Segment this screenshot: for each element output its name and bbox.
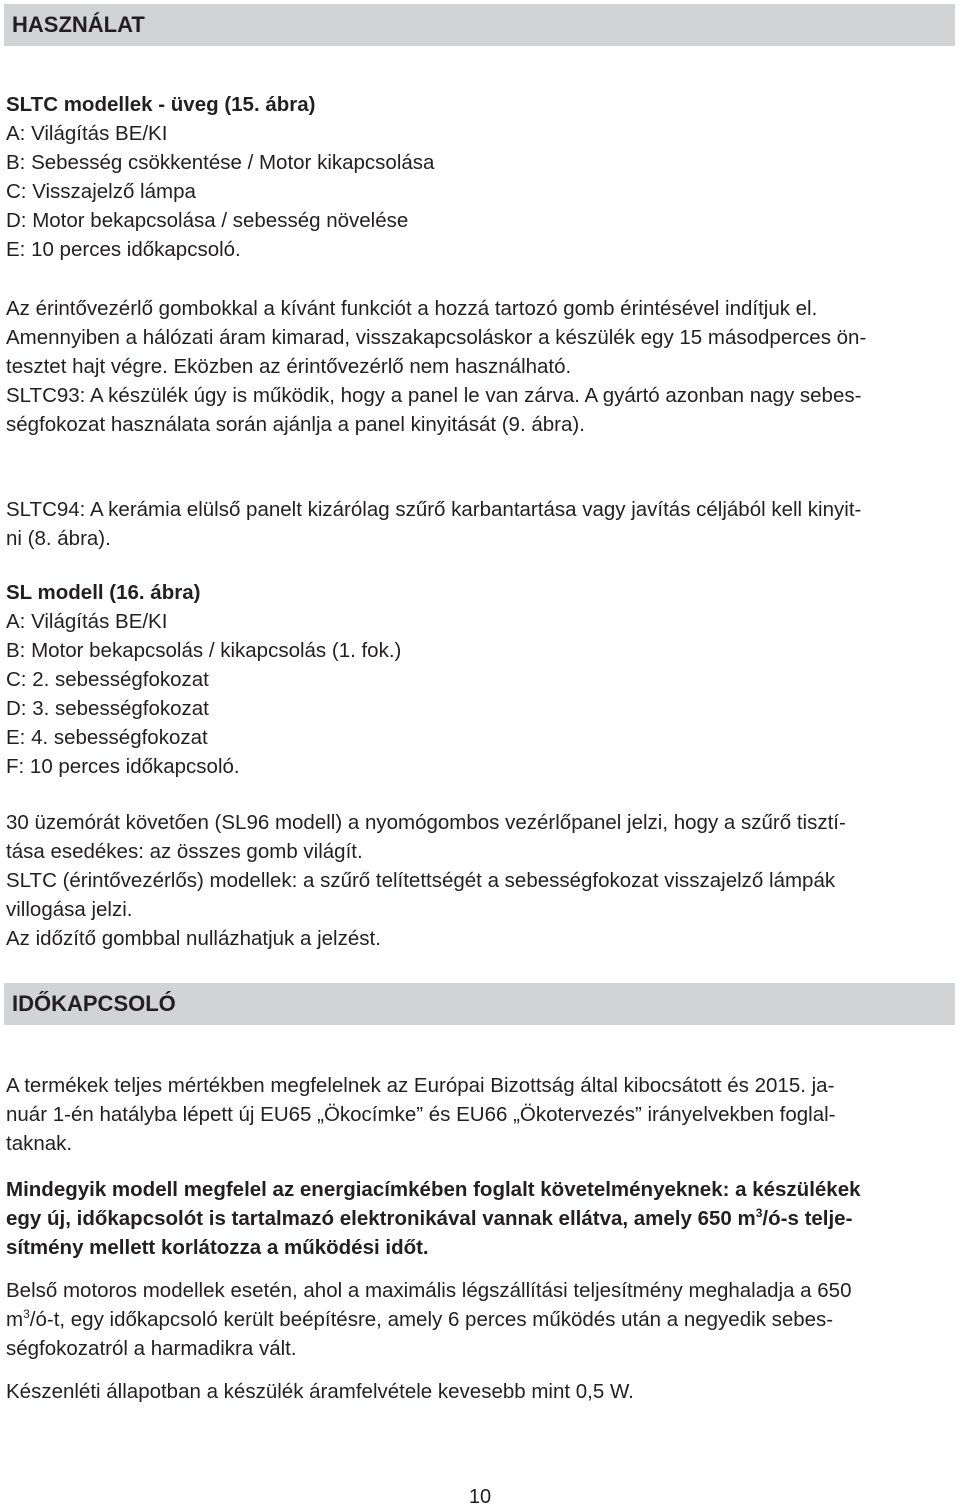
list-item: B: Motor bekapcsolás / kikapcsolás (1. fok.) [6, 639, 402, 662]
paragraph-line [6, 1204, 954, 1233]
superscript: 3 [23, 1307, 30, 1321]
paragraph-line: ségfokozat használata során ajánlja a panel kinyitását (9. ábra). [6, 413, 585, 436]
paragraph-line: SLTC (érintővezérlős) modellek: a szűrő telítettségét a sebességfokozat visszajelző lámpák [6, 869, 836, 892]
paragraph-line: Az időzítő gombbal nullázhatjuk a jelzést. [6, 927, 381, 950]
list-item: A: Világítás BE/KI [6, 122, 168, 145]
paragraph-line: tása esedékes: az összes gomb világít. [6, 840, 363, 863]
sl-model-list [6, 578, 954, 781]
paragraph-line: ni (8. ábra). [6, 527, 111, 550]
paragraph-line: ségfokozatról a harmadikra vált. [6, 1337, 297, 1360]
paragraph-line: nuár 1-én hatályba lépett új EU65 „Ökocímke” és EU66 „Ökotervezés” irányelvekben foglal- [6, 1103, 836, 1126]
section-heading-text: HASZNÁLAT [12, 12, 145, 37]
superscript: 3 [755, 1206, 763, 1220]
paragraph-line: taknak. [6, 1132, 73, 1155]
list-item: E: 4. sebességfokozat [6, 726, 208, 749]
paragraph-line: Az érintővezérlő gombokkal a kívánt funkciót a hozzá tartozó gomb érintésével indítjuk el. [6, 297, 818, 320]
list-item: C: 2. sebességfokozat [6, 668, 209, 691]
sl-model-title: SL modell (16. ábra) [6, 581, 201, 604]
section-heading-text: IDŐKAPCSOLÓ [12, 991, 176, 1016]
paragraph-line [6, 1305, 954, 1334]
page-number: 10 [468, 1486, 492, 1508]
filter-paragraph [6, 808, 954, 953]
eu-paragraph [6, 1071, 954, 1158]
sltc94-paragraph [6, 495, 954, 553]
list-item: B: Sebesség csökkentése / Motor kikapcsolása [6, 151, 435, 174]
energy-label-paragraph [6, 1175, 954, 1262]
text-run: /ó-s telje- [762, 1207, 853, 1230]
text-run: egy új, időkapcsolót is tartalmazó elektronikával vannak ellátva, amely 650 m [6, 1207, 756, 1230]
list-item: E: 10 perces időkapcsoló. [6, 238, 241, 261]
text-run: /ó-t, egy időkapcsoló került beépítésre, amely 6 perces működés után a negyedik sebes- [29, 1308, 834, 1331]
paragraph-line: Készenléti állapotban a készülék áramfelvétele kevesebb mint 0,5 W. [6, 1380, 634, 1403]
list-item: D: 3. sebességfokozat [6, 697, 209, 720]
paragraph-line: SLTC94: A kerámia elülső panelt kizárólag szűrő karbantartása vagy javítás céljából kell kinyit- [6, 498, 862, 521]
sltc-glass-list [6, 90, 954, 264]
standby-paragraph [6, 1377, 954, 1406]
paragraph-line: Amennyiben a hálózati áram kimarad, visszakapcsoláskor a készülék egy 15 másodperces ön- [6, 326, 867, 349]
paragraph-line: SLTC93: A készülék úgy is működik, hogy a panel le van zárva. A gyártó azonban nagy sebes- [6, 384, 862, 407]
paragraph-line: tesztet hajt végre. Eközben az érintővezérlő nem használható. [6, 355, 572, 378]
list-item: A: Világítás BE/KI [6, 610, 168, 633]
text-run: m [6, 1308, 24, 1331]
touch-control-paragraph [6, 294, 954, 381]
paragraph-line: sítmény mellett korlátozza a működési időt. [6, 1236, 429, 1259]
list-item: F: 10 perces időkapcsoló. [6, 755, 240, 778]
sltc93-paragraph [6, 381, 954, 439]
section-heading-hasznalat [4, 4, 955, 46]
paragraph-line: Mindegyik modell megfelel az energiacímkében foglalt követelményeknek: a készülékek [6, 1178, 861, 1201]
sltc-glass-title: SLTC modellek - üveg (15. ábra) [6, 93, 316, 116]
paragraph-line: Belső motoros modellek esetén, ahol a maximális légszállítási teljesítmény meghaladja a 650 [6, 1279, 852, 1302]
internal-motor-paragraph [6, 1276, 954, 1363]
paragraph-line: A termékek teljes mértékben megfelelnek az Európai Bizottság által kibocsátott és 2015. ja- [6, 1074, 835, 1097]
paragraph-line: 30 üzemórát követően (SL96 modell) a nyomógombos vezérlőpanel jelzi, hogy a szűrő tisztí- [6, 811, 846, 834]
paragraph-line: villogása jelzi. [6, 898, 133, 921]
section-heading-idokapcsolo [4, 983, 955, 1025]
list-item: C: Visszajelző lámpa [6, 180, 196, 203]
list-item: D: Motor bekapcsolása / sebesség növelése [6, 209, 409, 232]
